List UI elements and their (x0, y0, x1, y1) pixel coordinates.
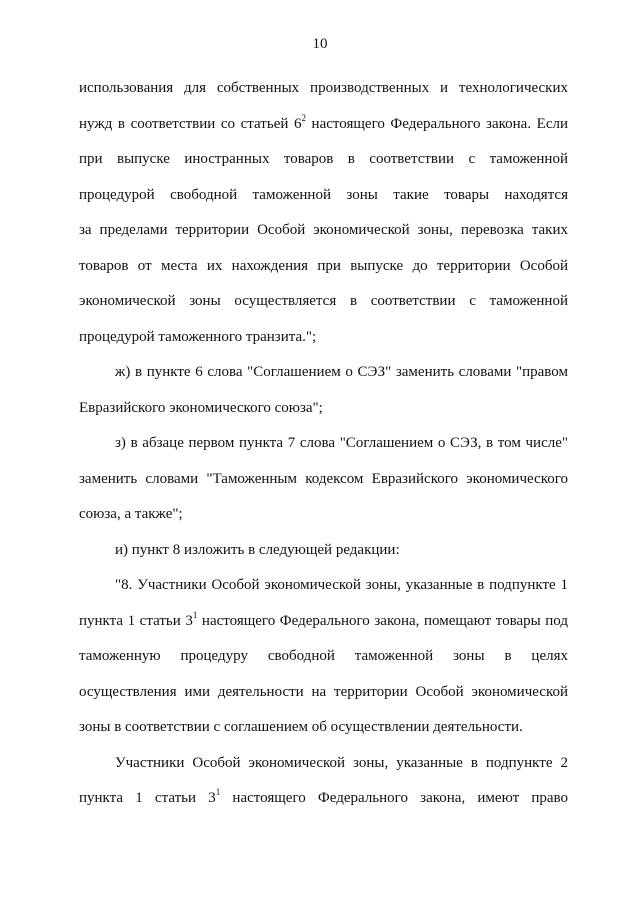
text-run: Участники Особой экономической зоны, указанные в подпункте 2 (115, 754, 568, 771)
text-run: ж) в пункте 6 слова "Соглашением о СЭЗ" заменить словами "правом (115, 364, 568, 380)
superscript: 2 (301, 112, 306, 123)
text-line (79, 320, 568, 356)
text-run: нужд в соответствии со статьей 6 (79, 115, 302, 132)
text-line (79, 604, 568, 640)
text-run: пункта 1 статьи 3 (79, 612, 193, 629)
text-line (79, 213, 568, 249)
text-line (79, 639, 568, 675)
text-line (79, 249, 568, 285)
text-line (79, 391, 568, 427)
text-run: процедурой таможенного транзита."; (79, 328, 317, 345)
superscript: 1 (192, 609, 198, 620)
text-line (79, 497, 568, 533)
text-line (79, 781, 568, 817)
text-run: таможенную процедуру свободной таможенной зоны в целях (79, 648, 568, 664)
text-line (79, 284, 568, 320)
text-line (79, 71, 568, 107)
text-run: использования для собственных производственных и технологических (79, 80, 568, 96)
text-run: экономической зоны осуществляется в соответствии с таможенной (79, 293, 568, 309)
text-line (79, 462, 568, 498)
text-run: товаров от места их нахождения при выпуске до территории Особой (79, 257, 568, 274)
text-line (79, 142, 568, 178)
text-line (79, 355, 568, 391)
text-run: при выпуске иностранных товаров в соответствии с таможенной (79, 151, 568, 167)
text-run: процедурой свободной таможенной зоны такие товары находятся (79, 186, 568, 203)
superscript: 1 (215, 787, 221, 797)
text-line (79, 746, 568, 782)
text-run: настоящего Федерального закона. Если (305, 115, 568, 132)
page-number: 10 (312, 36, 328, 52)
text-line (79, 710, 568, 746)
text-run: пункта 1 статьи 3 (79, 790, 216, 806)
text-line (79, 568, 568, 604)
text-line (79, 533, 568, 569)
text-run: з) в абзаце первом пункта 7 слова "Соглашением о СЭЗ, в том числе" (115, 435, 568, 451)
text-run: "8. Участники Особой экономической зоны, указанные в подпункте 1 (115, 577, 568, 593)
text-line (79, 426, 568, 462)
text-run: союза, а также"; (79, 506, 183, 522)
document-body (79, 71, 568, 817)
text-run: зоны в соответствии с соглашением об осуществлении деятельности. (79, 719, 523, 735)
text-run: за пределами территории Особой экономической зоны, перевозка таких (79, 222, 568, 238)
text-run: настоящего Федерального закона, имеют право (220, 790, 568, 806)
text-run: Евразийского экономического союза"; (79, 399, 323, 416)
text-run: осуществления ими деятельности на территории Особой экономической (79, 683, 568, 700)
text-run: заменить словами "Таможенным кодексом Евразийского экономического (79, 470, 568, 487)
text-line (79, 675, 568, 711)
text-run: и) пункт 8 изложить в следующей редакции: (115, 541, 400, 558)
text-line (79, 178, 568, 214)
text-run: настоящего Федерального закона, помещают товары под (197, 612, 568, 629)
text-line (79, 107, 568, 143)
